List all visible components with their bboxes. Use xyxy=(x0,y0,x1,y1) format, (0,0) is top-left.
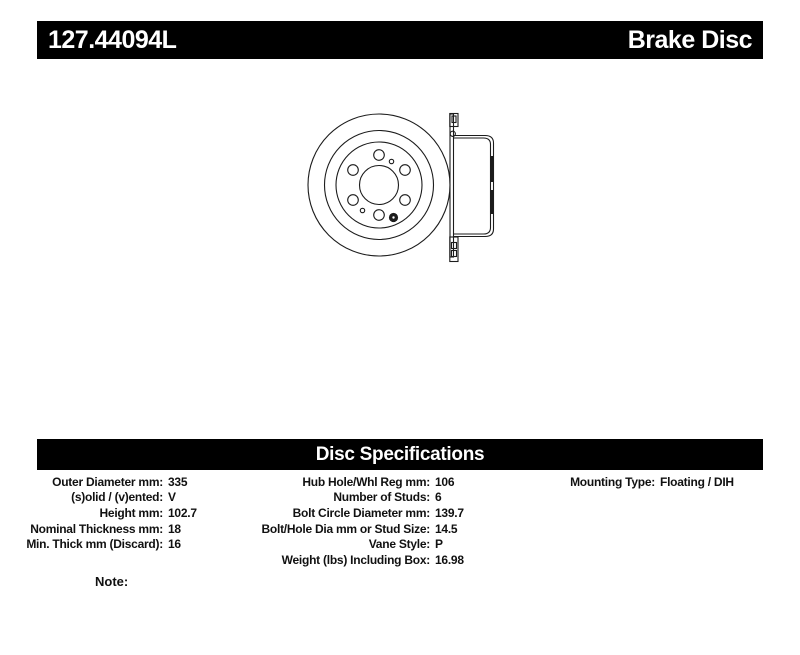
spec-row-number-of-studs xyxy=(255,490,464,506)
spec-row-bolt-circle-diameter xyxy=(255,505,464,521)
spec-row-mounting-type xyxy=(500,474,734,490)
spec-row-solid-vented xyxy=(20,490,197,506)
spec-label: Nominal Thickness mm: xyxy=(30,521,163,536)
hat-edge xyxy=(336,142,422,228)
spec-value: 16.98 xyxy=(435,552,464,567)
spec-label: Vane Style: xyxy=(368,537,430,552)
spec-row-weight xyxy=(255,552,464,568)
spec-section-bar xyxy=(37,439,763,470)
friction-band-inner-edge xyxy=(325,131,434,240)
alignment-mark xyxy=(389,213,398,222)
brake-disc-technical-drawing xyxy=(295,100,510,265)
spec-label: Number of Studs: xyxy=(333,490,430,505)
spec-column-middle xyxy=(255,474,464,568)
spec-label: Outer Diameter mm: xyxy=(52,474,163,489)
center-bore xyxy=(360,166,399,205)
spec-row-height xyxy=(20,505,197,521)
spec-row-min-thickness xyxy=(20,536,197,552)
header-bar xyxy=(37,21,763,59)
spec-row-outer-diameter xyxy=(20,474,197,490)
spec-column-right xyxy=(500,474,734,490)
spec-label: Mounting Type: xyxy=(570,474,655,489)
spec-section-title: Disc Specifications xyxy=(315,443,485,465)
spec-value: 6 xyxy=(435,490,442,505)
spec-value: 16 xyxy=(168,537,181,552)
brake-disc-cross-section-view xyxy=(450,114,494,262)
product-title: Brake Disc xyxy=(627,25,752,54)
spec-row-bolt-hole-dia xyxy=(255,521,464,537)
spec-label: Height mm: xyxy=(99,505,163,520)
note-label: Note: xyxy=(95,574,129,589)
spec-value: 14.5 xyxy=(435,521,458,536)
spec-label: Min. Thick mm (Discard): xyxy=(26,537,163,552)
spec-row-nominal-thickness xyxy=(20,521,197,537)
spec-row-hub-hole xyxy=(255,474,464,490)
spec-column-left xyxy=(20,474,197,552)
spec-value: Floating / DIH xyxy=(660,474,734,489)
spec-value: 18 xyxy=(168,521,181,536)
spec-value: 139.7 xyxy=(435,505,464,520)
part-number: 127.44094L xyxy=(48,25,177,54)
pin-hole-upper xyxy=(389,159,393,163)
spec-value: 106 xyxy=(435,474,455,489)
spec-value: V xyxy=(168,490,176,505)
pin-hole-lower xyxy=(360,208,364,212)
disc-outer-edge xyxy=(308,114,450,256)
spec-label: (s)olid / (v)ented: xyxy=(71,490,163,505)
stud-holes xyxy=(348,150,411,221)
spec-label: Hub Hole/Whl Reg mm: xyxy=(302,474,430,489)
spec-label: Weight (lbs) Including Box: xyxy=(281,552,430,567)
hat-profile-inner xyxy=(454,138,491,234)
spec-value: P xyxy=(435,537,443,552)
spec-value: 335 xyxy=(168,474,188,489)
spec-label: Bolt/Hole Dia mm or Stud Size: xyxy=(261,521,430,536)
brake-disc-front-view xyxy=(308,114,450,256)
hat-profile-outer xyxy=(454,136,494,237)
spec-label: Bolt Circle Diameter mm: xyxy=(292,505,430,520)
spec-row-vane-style xyxy=(255,536,464,552)
spec-value: 102.7 xyxy=(168,505,197,520)
